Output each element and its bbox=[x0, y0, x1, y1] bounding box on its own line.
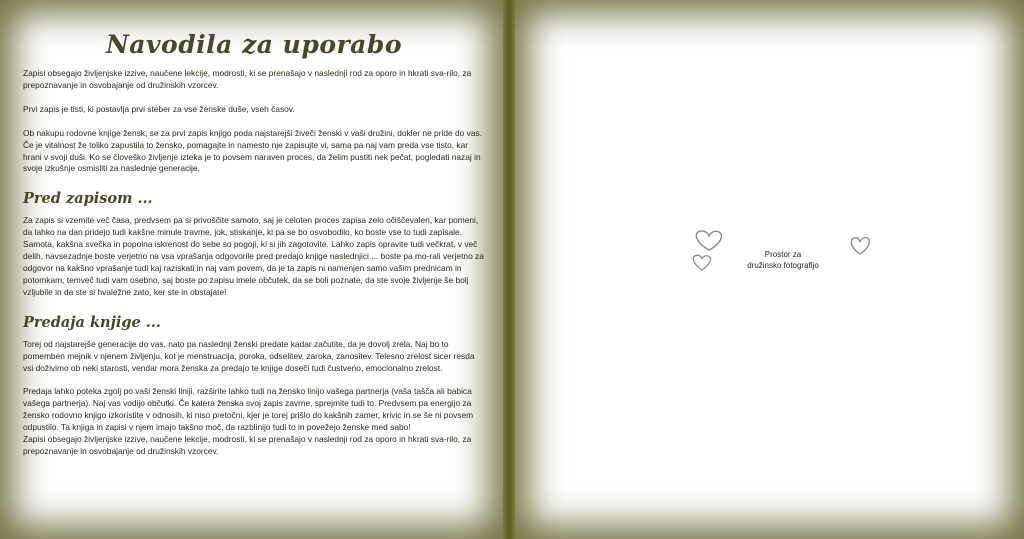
heart-outline-icon bbox=[848, 233, 873, 257]
page-title: Navodila za uporabo bbox=[105, 30, 403, 59]
left-page bbox=[0, 0, 503, 539]
family-photo-placeholder bbox=[730, 250, 836, 271]
section-paragraph: Predaja lahko poteka zgolj po vaši ženski liniji, razširite lahko tudi na žensko linijo vašega partnerja (vaša tašča ali babica vašega partnerja). Naj vas vodijo občutki. Če katera ženska svoj zapis zavrne, sprejmite tudi to. Predvsem pa energijo za žensko rodovno knjigo izkoristite v odnosih, ki niso pretočni, kjer je torej prišlo do kakšnih zamer, krivic in se še ni povsem odpustilo. Ta knjiga in zapisi v njem imajo takšno moč, da razblinijo tudi to in povežejo ženske med sabo! bbox=[23, 386, 474, 433]
instructions-content bbox=[23, 28, 485, 458]
section-heading-before-writing: Pred zapisom ... bbox=[23, 190, 153, 208]
section-heading-handover: Predaja knjige ... bbox=[23, 313, 161, 331]
section-paragraph: Torej od najstarejše generacije do vas, nato pa naslednji ženski predate kadar začutite, da je dovolj zrela. Naj bo to pomemben mejnik v njenem življenju, kot je menstruacija, poroka, odselitev, zaroka, zanositev. Telesno zrelost sicer resda vsi doživimo ob neki starosti, vendar mora ženska za predajo te knjige doseči tudi čustveno, emocionalno zrelost. bbox=[23, 338, 475, 373]
section-paragraph: Zapisi obsegajo življenjske izzive, naučene lekcije, modrosti, ki se prenašajo v naslednji rod za oporo in hkrati sva-rilo, za prepoznavanje in osvobajanje od družinskih vzorcev. bbox=[23, 434, 472, 456]
photo-label-line: družinsko fotografijo bbox=[747, 260, 819, 270]
photo-label-line: Prostor za bbox=[764, 250, 802, 259]
intro-paragraph: Zapisi obsegajo življenjske izzive, naučene lekcije, modrosti, ki se prenašajo v naslednji rod za oporo in hkrati sva-rilo, za prepoznavanje in osvobajanje od družinskih vzorcev. bbox=[23, 68, 472, 90]
book-spine bbox=[503, 0, 515, 539]
section-paragraph: Samota, kakšna svečka in popolna iskrenost do sebe so pogoji, ki si jih zagotovite. Lahko zapis opravite tudi večkrat, v več delih, navsezadnje boste verjetno na vsa vprašanja odgovorile pred predajo knjige naslednjici ... boste pa mo-rali verjetno za odgovor na kakšno vprašanje tudi kaj raziskati in naj vam povem, da je ta zapis ni namenjen samo vašim prednicam in potomkam, temveč tudi vam osebno, saj boste po zapisu imele občutek, da se boli poznate, da ste svoje življenje še bolj vzljubile in da ste si hvaležne zato, ker ste in obstajate! bbox=[23, 239, 484, 297]
section-paragraph: Za zapis si vzemite več časa, predvsem pa si privoščite samoto, saj je celoten proces zapisa zelo očiščevalen, kar pomeni, da lahko na dan pridejo tudi kakšne minule travme, jok, stiskanje, ki pa se bo osvobodilo, ko boste vse to tudi zapisale. bbox=[23, 215, 479, 238]
intro-paragraph: Ob nakupu rodovne knjige žensk, se za prvi zapis knjigo poda najstarejši živeči ženski v vaši družini, dokler ne pride do vas. Če je vitalnost že toliko zapustila to žensko, pomagajte in namesto nje zapisujte vi, sama pa naj vam preda vse tisto, kar hrani v svoji duši. Ko se človeško življenje izteka je to povsem naraven proces, da želim pustiti nek pečat, pogledati nazaj in svoje izkušnje osmisliti za naslednje generacije. bbox=[23, 127, 483, 174]
intro-paragraph: Prvi zapis je tisti, ki postavlja prvi steber za vse ženske duše, vseh časov. bbox=[23, 103, 295, 114]
